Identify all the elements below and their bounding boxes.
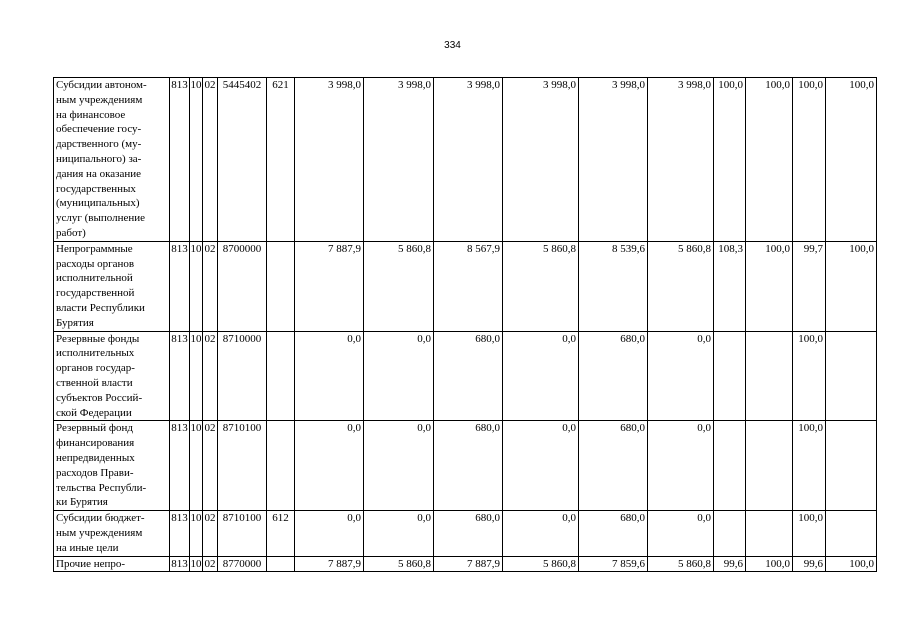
value-plan-3: 3 998,0 [434,78,503,242]
value-fact-1: 7 859,6 [579,556,648,572]
value-pct-4: 100,0 [826,556,877,572]
ved-code: 813 [170,331,190,421]
value-fact-2: 0,0 [648,421,714,511]
value-plan-3: 8 567,9 [434,241,503,331]
row-name: Субсидии автоном- ным учреждениям на финансовое обеспечение госу- дарственного (му- ниципального) за- дания на оказание государственных (муниципальных) услуг (выполнение работ) [54,78,170,242]
table-row [54,78,877,242]
vr-code [267,331,295,421]
value-plan-1: 7 887,9 [295,241,364,331]
value-pct-4 [826,421,877,511]
value-plan-2: 0,0 [364,421,434,511]
pr-code: 02 [203,78,218,242]
rz-code: 10 [190,511,203,556]
value-plan-4: 0,0 [503,331,579,421]
value-plan-4: 5 860,8 [503,556,579,572]
pr-code: 02 [203,331,218,421]
value-plan-1: 0,0 [295,331,364,421]
value-plan-3: 7 887,9 [434,556,503,572]
value-pct-1 [714,331,746,421]
row-name: Резервный фонд финансирования непредвиденных расходов Прави- тельства Республи- ки Бурятия [54,421,170,511]
value-plan-2: 5 860,8 [364,556,434,572]
value-pct-2: 100,0 [746,241,793,331]
value-fact-2: 0,0 [648,511,714,556]
pr-code: 02 [203,421,218,511]
value-pct-4: 100,0 [826,78,877,242]
value-fact-1: 680,0 [579,421,648,511]
value-pct-3: 100,0 [793,421,826,511]
vr-code [267,241,295,331]
ved-code: 813 [170,556,190,572]
value-plan-4: 0,0 [503,511,579,556]
value-fact-2: 0,0 [648,331,714,421]
value-plan-1: 0,0 [295,421,364,511]
value-plan-3: 680,0 [434,421,503,511]
value-pct-1 [714,421,746,511]
value-plan-2: 5 860,8 [364,241,434,331]
value-pct-3: 100,0 [793,511,826,556]
csr-code: 5445402 [218,78,267,242]
rz-code: 10 [190,241,203,331]
value-pct-4 [826,511,877,556]
value-fact-1: 3 998,0 [579,78,648,242]
value-plan-4: 5 860,8 [503,241,579,331]
value-pct-3: 99,7 [793,241,826,331]
value-pct-2 [746,421,793,511]
value-plan-4: 3 998,0 [503,78,579,242]
csr-code: 8710100 [218,511,267,556]
value-pct-2 [746,331,793,421]
csr-code: 8700000 [218,241,267,331]
pr-code: 02 [203,556,218,572]
vr-code: 621 [267,78,295,242]
value-plan-3: 680,0 [434,331,503,421]
table-row [54,241,877,331]
rz-code: 10 [190,421,203,511]
rz-code: 10 [190,78,203,242]
vr-code [267,421,295,511]
value-fact-2: 5 860,8 [648,241,714,331]
value-pct-3: 100,0 [793,331,826,421]
ved-code: 813 [170,511,190,556]
value-fact-2: 5 860,8 [648,556,714,572]
value-pct-4: 100,0 [826,241,877,331]
page-number: 334 [444,40,461,51]
value-pct-1 [714,511,746,556]
value-pct-1: 100,0 [714,78,746,242]
value-pct-2: 100,0 [746,78,793,242]
value-fact-2: 3 998,0 [648,78,714,242]
value-plan-2: 0,0 [364,511,434,556]
row-name: Прочие непро- [54,556,170,572]
value-plan-1: 3 998,0 [295,78,364,242]
ved-code: 813 [170,241,190,331]
value-pct-2 [746,511,793,556]
table-row [54,421,877,511]
rz-code: 10 [190,331,203,421]
table-row [54,331,877,421]
value-pct-3: 99,6 [793,556,826,572]
value-plan-2: 0,0 [364,331,434,421]
value-fact-1: 680,0 [579,331,648,421]
value-plan-3: 680,0 [434,511,503,556]
vr-code [267,556,295,572]
table-row [54,511,877,556]
ved-code: 813 [170,78,190,242]
budget-table [53,77,877,572]
value-plan-1: 7 887,9 [295,556,364,572]
vr-code: 612 [267,511,295,556]
value-pct-2: 100,0 [746,556,793,572]
pr-code: 02 [203,511,218,556]
table-row [54,556,877,572]
ved-code: 813 [170,421,190,511]
row-name: Субсидии бюджет- ным учреждениям на иные цели [54,511,170,556]
value-pct-1: 108,3 [714,241,746,331]
rz-code: 10 [190,556,203,572]
csr-code: 8710100 [218,421,267,511]
value-plan-2: 3 998,0 [364,78,434,242]
value-pct-3: 100,0 [793,78,826,242]
value-fact-1: 8 539,6 [579,241,648,331]
csr-code: 8770000 [218,556,267,572]
value-pct-1: 99,6 [714,556,746,572]
value-plan-1: 0,0 [295,511,364,556]
row-name: Непрограммные расходы органов исполнительной государственной власти Республики Бурятия [54,241,170,331]
value-pct-4 [826,331,877,421]
row-name: Резервные фонды исполнительных органов государ- ственной власти субъектов Россий- ской Федерации [54,331,170,421]
value-fact-1: 680,0 [579,511,648,556]
value-plan-4: 0,0 [503,421,579,511]
pr-code: 02 [203,241,218,331]
csr-code: 8710000 [218,331,267,421]
